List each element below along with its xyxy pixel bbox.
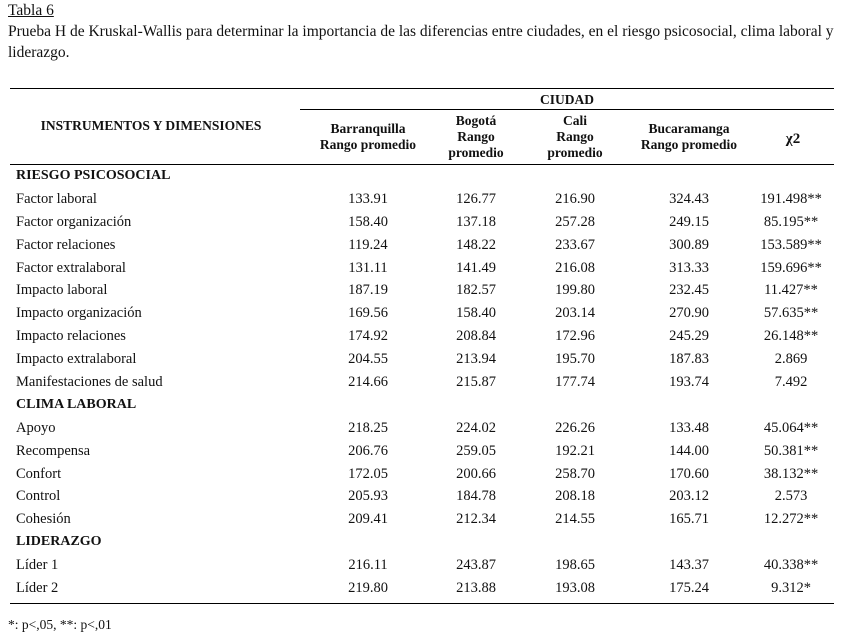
table-row bbox=[0, 211, 842, 234]
cell-bucaramanga: 313.33 bbox=[669, 259, 709, 276]
cell-bucaramanga: 245.29 bbox=[669, 328, 709, 345]
cell-barranquilla: 206.76 bbox=[348, 442, 388, 459]
section-row bbox=[0, 531, 842, 554]
table-bottom-rule bbox=[10, 603, 834, 604]
table-row bbox=[0, 234, 842, 257]
table-row bbox=[0, 554, 842, 577]
cell-bucaramanga: 232.45 bbox=[669, 282, 709, 299]
cell-barranquilla: 214.66 bbox=[348, 374, 388, 391]
section-title: RIESGO PSICOSOCIAL bbox=[16, 168, 171, 183]
row-label: Control bbox=[16, 488, 61, 505]
cell-chi-square: 40.338** bbox=[763, 557, 819, 574]
table-top-rule bbox=[10, 88, 834, 89]
cell-cali: 214.55 bbox=[555, 511, 595, 528]
section-row bbox=[0, 394, 842, 417]
cell-bogota: 141.49 bbox=[456, 259, 496, 276]
cell-bogota: 148.22 bbox=[456, 236, 496, 253]
cell-cali: 208.18 bbox=[555, 488, 595, 505]
cell-chi-square: 9.312* bbox=[771, 580, 811, 597]
cell-chi-square: 45.064** bbox=[763, 419, 819, 436]
table-row bbox=[0, 348, 842, 371]
table-row bbox=[0, 463, 842, 486]
cell-cali: 177.74 bbox=[555, 374, 595, 391]
instruments-header: INSTRUMENTOS Y DIMENSIONES bbox=[40, 118, 262, 133]
cell-cali: 195.70 bbox=[555, 351, 595, 368]
cell-bogota: 213.94 bbox=[456, 351, 496, 368]
cell-barranquilla: 187.19 bbox=[348, 282, 388, 299]
cell-bucaramanga: 249.15 bbox=[669, 213, 709, 230]
cell-chi-square: 85.195** bbox=[763, 213, 819, 230]
column-header-barranquilla: Barranquilla Rango promedio bbox=[319, 121, 417, 152]
cell-barranquilla: 209.41 bbox=[348, 511, 388, 528]
cell-chi-square: 11.427** bbox=[764, 282, 818, 299]
cell-bucaramanga: 270.90 bbox=[669, 305, 709, 322]
cell-bogota: 224.02 bbox=[456, 419, 496, 436]
cell-barranquilla: 133.91 bbox=[348, 190, 388, 207]
table-row bbox=[0, 279, 842, 302]
cell-chi-square: 7.492 bbox=[774, 374, 808, 391]
table-number-label: Tabla 6 bbox=[8, 2, 54, 19]
row-label: Factor organización bbox=[16, 213, 132, 230]
cell-chi-square: 153.589** bbox=[760, 236, 822, 253]
cell-bogota: 184.78 bbox=[456, 488, 496, 505]
cell-barranquilla: 219.80 bbox=[348, 580, 388, 597]
column-header-chi-square: χ2 bbox=[785, 131, 801, 147]
cell-bogota: 259.05 bbox=[456, 442, 496, 459]
cell-chi-square: 2.869 bbox=[774, 351, 808, 368]
row-label: Apoyo bbox=[16, 419, 56, 436]
column-header-bogota: Bogotá Rango promedio bbox=[448, 113, 504, 160]
table-row bbox=[0, 440, 842, 463]
cell-cali: 192.21 bbox=[555, 442, 595, 459]
cell-bucaramanga: 187.83 bbox=[669, 351, 709, 368]
cell-bogota: 215.87 bbox=[456, 374, 496, 391]
cell-bogota: 182.57 bbox=[456, 282, 496, 299]
table-row bbox=[0, 257, 842, 280]
cell-cali: 199.80 bbox=[555, 282, 595, 299]
cell-barranquilla: 169.56 bbox=[348, 305, 388, 322]
cell-bucaramanga: 165.71 bbox=[669, 511, 709, 528]
row-label: Cohesión bbox=[16, 511, 71, 528]
cell-chi-square: 38.132** bbox=[763, 465, 819, 482]
cell-bogota: 212.34 bbox=[456, 511, 496, 528]
row-label: Recompensa bbox=[16, 442, 91, 459]
cell-bogota: 158.40 bbox=[456, 305, 496, 322]
cell-barranquilla: 174.92 bbox=[348, 328, 388, 345]
cell-cali: 257.28 bbox=[555, 213, 595, 230]
cell-cali: 233.67 bbox=[555, 236, 595, 253]
cell-barranquilla: 131.11 bbox=[348, 259, 388, 276]
cell-bucaramanga: 133.48 bbox=[669, 419, 709, 436]
cell-bucaramanga: 170.60 bbox=[669, 465, 709, 482]
cell-chi-square: 191.498** bbox=[760, 190, 822, 207]
cell-cali: 198.65 bbox=[555, 557, 595, 574]
row-label: Impacto relaciones bbox=[16, 328, 126, 345]
cell-chi-square: 57.635** bbox=[763, 305, 819, 322]
section-row bbox=[0, 165, 842, 188]
cell-cali: 258.70 bbox=[555, 465, 595, 482]
row-label: Impacto laboral bbox=[16, 282, 108, 299]
table-body bbox=[0, 165, 842, 600]
row-label: Líder 2 bbox=[16, 580, 59, 597]
ciudad-header: CIUDAD bbox=[540, 92, 594, 107]
section-title: CLIMA LABORAL bbox=[16, 396, 137, 412]
table-row bbox=[0, 508, 842, 531]
cell-bucaramanga: 175.24 bbox=[669, 580, 709, 597]
cell-bucaramanga: 203.12 bbox=[669, 488, 709, 505]
table-row bbox=[0, 188, 842, 211]
cell-barranquilla: 216.11 bbox=[348, 557, 388, 574]
table-row bbox=[0, 302, 842, 325]
cell-barranquilla: 172.05 bbox=[348, 465, 388, 482]
cell-barranquilla: 204.55 bbox=[348, 351, 388, 368]
row-label: Impacto extralaboral bbox=[16, 351, 137, 368]
cell-chi-square: 2.573 bbox=[774, 488, 808, 505]
cell-chi-square: 50.381** bbox=[763, 442, 819, 459]
ciudad-rule bbox=[300, 109, 834, 110]
cell-cali: 203.14 bbox=[555, 305, 595, 322]
cell-cali: 216.90 bbox=[555, 190, 595, 207]
cell-bucaramanga: 193.74 bbox=[669, 374, 709, 391]
column-header-cali: Cali Rango promedio bbox=[547, 113, 603, 160]
table-row bbox=[0, 485, 842, 508]
cell-bucaramanga: 324.43 bbox=[669, 190, 709, 207]
cell-chi-square: 26.148** bbox=[763, 328, 819, 345]
cell-bogota: 208.84 bbox=[456, 328, 496, 345]
row-label: Líder 1 bbox=[16, 557, 59, 574]
cell-bogota: 243.87 bbox=[456, 557, 496, 574]
cell-bogota: 213.88 bbox=[456, 580, 496, 597]
cell-bucaramanga: 143.37 bbox=[669, 557, 709, 574]
row-label: Factor extralaboral bbox=[16, 259, 126, 276]
row-label: Confort bbox=[16, 465, 62, 482]
table-row bbox=[0, 417, 842, 440]
row-label: Factor relaciones bbox=[16, 236, 116, 253]
cell-cali: 216.08 bbox=[555, 259, 595, 276]
cell-bogota: 137.18 bbox=[456, 213, 496, 230]
table-row bbox=[0, 371, 842, 394]
cell-cali: 226.26 bbox=[555, 419, 595, 436]
table-row bbox=[0, 577, 842, 600]
row-label: Factor laboral bbox=[16, 190, 97, 207]
cell-chi-square: 12.272** bbox=[763, 511, 819, 528]
cell-bucaramanga: 144.00 bbox=[669, 442, 709, 459]
cell-bogota: 126.77 bbox=[456, 190, 496, 207]
section-title: LIDERAZGO bbox=[16, 534, 102, 550]
row-label: Manifestaciones de salud bbox=[16, 374, 163, 391]
cell-bucaramanga: 300.89 bbox=[669, 236, 709, 253]
cell-cali: 193.08 bbox=[555, 580, 595, 597]
table-row bbox=[0, 325, 842, 348]
table-footnote: *: p<,05, **: p<,01 bbox=[8, 617, 112, 632]
column-header-bucaramanga: Bucaramanga Rango promedio bbox=[640, 121, 738, 152]
cell-barranquilla: 158.40 bbox=[348, 213, 388, 230]
cell-cali: 172.96 bbox=[555, 328, 595, 345]
cell-bogota: 200.66 bbox=[456, 465, 496, 482]
cell-barranquilla: 119.24 bbox=[348, 236, 388, 253]
cell-barranquilla: 205.93 bbox=[348, 488, 388, 505]
cell-chi-square: 159.696** bbox=[760, 259, 822, 276]
cell-barranquilla: 218.25 bbox=[348, 419, 388, 436]
table-caption: Prueba H de Kruskal-Wallis para determinar la importancia de las diferencias entre ciudades, en el riesgo psicosocial, clima laboral y liderazgo. bbox=[8, 23, 834, 61]
row-label: Impacto organización bbox=[16, 305, 142, 322]
